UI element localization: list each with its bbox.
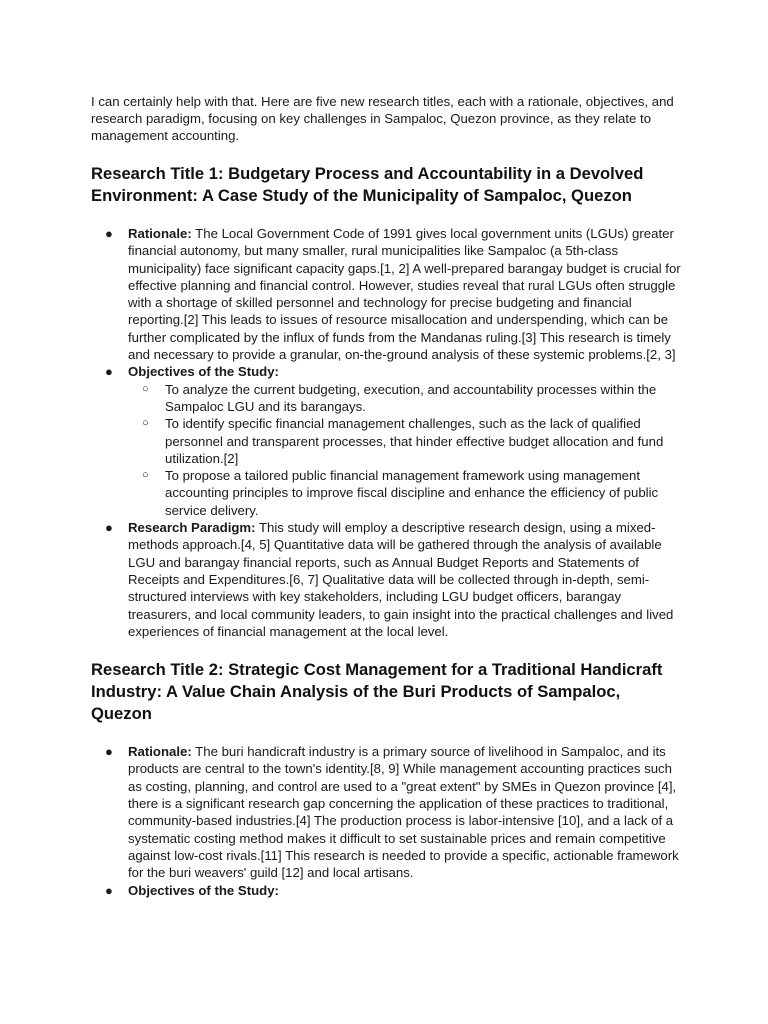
bullet-icon: ● — [105, 520, 113, 536]
objective-item — [128, 415, 682, 467]
rationale-item — [91, 743, 682, 881]
paradigm-item — [91, 519, 682, 640]
intro-paragraph: I can certainly help with that. Here are five new research titles, each with a rationale, objectives, and research paradigm, focusing on key challenges in Sampaloc, Quezon province, as they relate to management accounting. — [91, 94, 674, 143]
rationale-label: Rationale: — [128, 226, 192, 241]
objective-item — [128, 467, 682, 519]
objective-text: To analyze the current budgeting, execution, and accountability processes within the Sampaloc LGU and its barangays. — [165, 381, 657, 414]
paradigm-text: This study will employ a descriptive research design, using a mixed-methods approach.[4, 5] Quantitative data will be gathered through the analysis of available LGU and barangay financial reports, such as Annual Budget Reports and Statements of Receipts and Expenditures.[6, 7] Qualitative data will be collected through in-depth, semi-structured interviews with key stakeholders, including LGU budget officers, barangay treasurers, and local community leaders, to gain insight into the practical challenges and lived experiences of financial management at the local level. — [128, 520, 674, 639]
bullet-icon: ● — [105, 882, 113, 898]
bullet-icon: ● — [105, 364, 113, 380]
section-2-list — [91, 743, 682, 899]
objectives-label: Objectives of the Study: — [128, 364, 279, 380]
paradigm-label: Research Paradigm: — [128, 520, 256, 536]
rationale-item — [91, 225, 682, 363]
circle-bullet-icon: ○ — [142, 382, 149, 395]
rationale-text: The Local Government Code of 1991 gives local government units (LGUs) greater financial autonomy, but many smaller, rural municipalities like Sampaloc (a 5th-class municipality) face significant capacity gaps.[1, 2] A well-prepared barangay budget is crucial for effective planning and financial control. However, studies reveal that rural LGUs often struggle with a shortage of skilled personnel and technology for precise budgeting and financial reporting.[2] This leads to issues of resource misallocation and underspending, which can be further complicated by the influx of funds from the Mandanas ruling.[3] This research is timely and necessary to provide a granular, on-the-ground analysis of these systemic problems.[2, 3] — [128, 226, 681, 363]
objective-item — [128, 381, 682, 416]
research-title-1: Research Title 1: Budgetary Process and Accountability in a Devolved Environment: A Case Study of the Municipality of Sampaloc, Quezon — [91, 164, 644, 205]
objective-text: To propose a tailored public financial management framework using management accounting principles to improve fiscal discipline and enhance the efficiency of public service delivery. — [165, 468, 659, 518]
bullet-icon: ● — [105, 226, 113, 241]
bullet-icon: ● — [105, 744, 113, 760]
rationale-label: Rationale: — [128, 744, 192, 760]
research-title-2: Research Title 2: Strategic Cost Management for a Traditional Handicraft Industry: A Value Chain Analysis of the Buri Products of Sampaloc, Quezon — [91, 660, 663, 724]
circle-bullet-icon: ○ — [142, 469, 149, 482]
objectives-item — [91, 882, 682, 899]
section-1-list — [91, 225, 682, 640]
objectives-list — [128, 381, 682, 519]
circle-bullet-icon: ○ — [142, 417, 149, 430]
rationale-text: The buri handicraft industry is a primary source of livelihood in Sampaloc, and its products are central to the town's identity.[8, 9] While management accounting practices such as costing, planning, and control are used to a "great extent" by SMEs in Quezon province [4], there is a significant research gap concerning the application of these practices to traditional, community-based industries.[4] The production process is labor-intensive [10], and a lack of a systematic costing method makes it difficult to set sustainable prices and remain competitive against low-cost rivals.[11] This research is needed to provide a specific, actionable framework for the buri weavers' guild [12] and local artisans. — [128, 744, 679, 881]
objectives-label: Objectives of the Study: — [128, 882, 279, 898]
objective-text: To identify specific financial management challenges, such as the lack of qualified personnel and transparent processes, that hinder effective budget allocation and fund utilization.[2] — [165, 416, 664, 466]
objectives-item — [91, 363, 682, 519]
